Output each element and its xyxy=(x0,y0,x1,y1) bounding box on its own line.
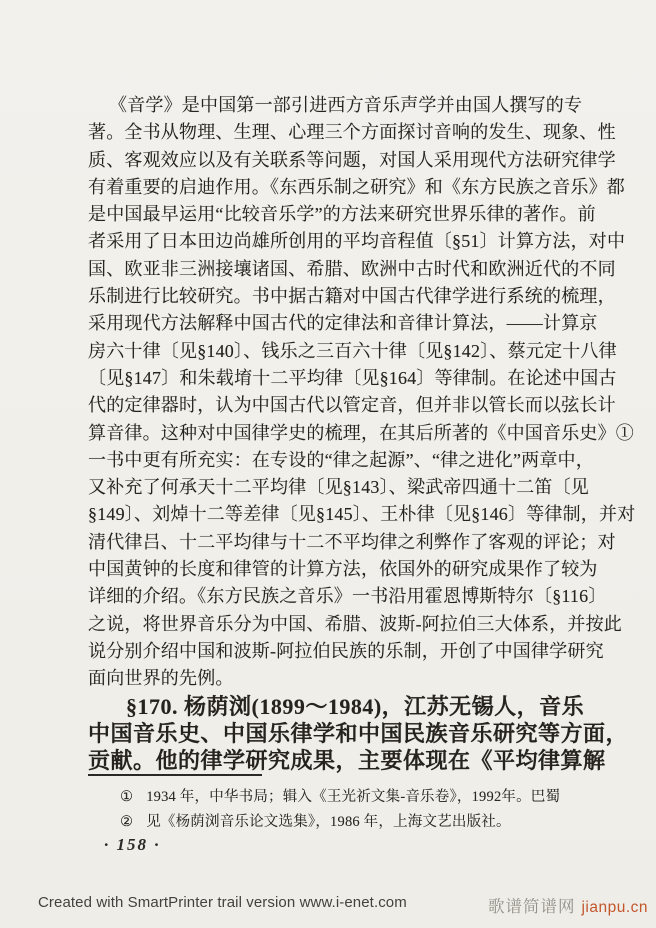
printer-watermark: Created with SmartPrinter trail version www.i-enet.com xyxy=(38,894,407,911)
text-line: 中国黄钟的长度和律管的计算方法，依国外的研究成果作了较为 xyxy=(88,559,598,580)
text-line: 房六十律〔见§140〕、钱乐之三百六十律〔见§142〕、蔡元定十八律 xyxy=(88,340,617,361)
footnote-divider xyxy=(88,774,262,776)
text-line: 〔见§147〕和朱载堉十二平均律〔见§164〕等律制。在论述中国古 xyxy=(88,367,617,388)
text-line: 一书中更有所充实：在专设的“律之起源”、“律之进化”两章中， xyxy=(88,449,594,470)
text-line: 质、客观效应以及有关联系等问题，对国人采用现代方法研究律学 xyxy=(88,149,616,170)
footnote-2 xyxy=(88,810,628,835)
page-number: · 158 · xyxy=(104,835,161,854)
text-line: 面向世界的先例。 xyxy=(88,668,234,689)
text-line: 又补充了何承天十二平均律〔见§143〕、梁武帝四通十二笛〔见 xyxy=(88,477,589,498)
text-line: §149〕、刘焯十二等差律〔见§145〕、王朴律〔见§146〕等律制，并对 xyxy=(88,504,636,525)
text-line: 是中国最早运用“比较音乐学”的方法来研究世界乐律的著作。前 xyxy=(88,204,596,225)
text-line: 采用现代方法解释中国古代的定律法和音律计算法，——计算京 xyxy=(88,313,598,334)
text-line: 说分别介绍中国和波斯-阿拉伯民族的乐制，开创了中国律学研究 xyxy=(88,640,604,661)
site-watermark xyxy=(488,893,648,917)
text-line: 乐制进行比较研究。书中据古籍对中国古代律学进行系统的梳理， xyxy=(88,286,616,307)
text-line: 《音学》是中国第一部引进西方音乐声学并由国人撰写的专 xyxy=(109,95,583,115)
text-line: 国、欧亚非三洲接壤诸国、希腊、欧洲中古时代和欧洲近代的不同 xyxy=(88,258,616,279)
text-line: 详细的介绍。《东方民族之音乐》一书沿用霍恩博斯特尔〔§116〕 xyxy=(88,586,607,607)
main-text-column xyxy=(88,92,636,775)
section-170-heading-line: §170. 杨荫浏(1899～1984)，江苏无锡人，音乐 xyxy=(126,693,585,719)
text-line: 有着重要的启迪作用。《东西乐制之研究》和《东方民族之音乐》都 xyxy=(88,176,625,197)
footnote-2-marker: ② xyxy=(120,814,134,831)
text-line: 清代律吕、十二平均律与十二不平均律之利弊作了客观的评论；对 xyxy=(88,531,616,552)
text-line: 者采用了日本田边尚雄所创用的平均音程值〔§51〕计算方法，对中 xyxy=(88,231,626,252)
site-watermark-name: 歌谱简谱网 xyxy=(487,897,576,916)
footnotes-block xyxy=(88,774,628,835)
section-170-text-line: 中国音乐史、中国乐律学和中国民族音乐研究等方面， xyxy=(88,720,629,746)
footnote-1-text: 1934 年，中华书局；辑入《王光祈文集-音乐卷》，1992年。巴蜀 xyxy=(146,789,561,806)
text-line: 著。全书从物理、生理、心理三个方面探讨音响的发生、现象、性 xyxy=(88,122,616,143)
text-line: 之说，将世界音乐分为中国、希腊、波斯-阿拉伯三大体系，并按此 xyxy=(88,613,622,634)
text-line: 算音律。这种对中国律学史的梳理，在其后所著的《中国音乐史》① xyxy=(88,422,634,443)
text-line: 代的定律器时，认为中国古代以管定音，但并非以管长而以弦长计 xyxy=(88,395,616,416)
site-watermark-domain: jianpu.cn xyxy=(581,899,648,916)
footnote-2-text: 见《杨荫浏音乐论文选集》，1986 年，上海文艺出版社。 xyxy=(146,814,511,831)
section-170-text-line: 贡献。他的律学研究成果，主要体现在《平均律算解 xyxy=(88,748,606,774)
footnote-1 xyxy=(88,785,628,810)
footnote-1-marker: ① xyxy=(120,789,134,806)
